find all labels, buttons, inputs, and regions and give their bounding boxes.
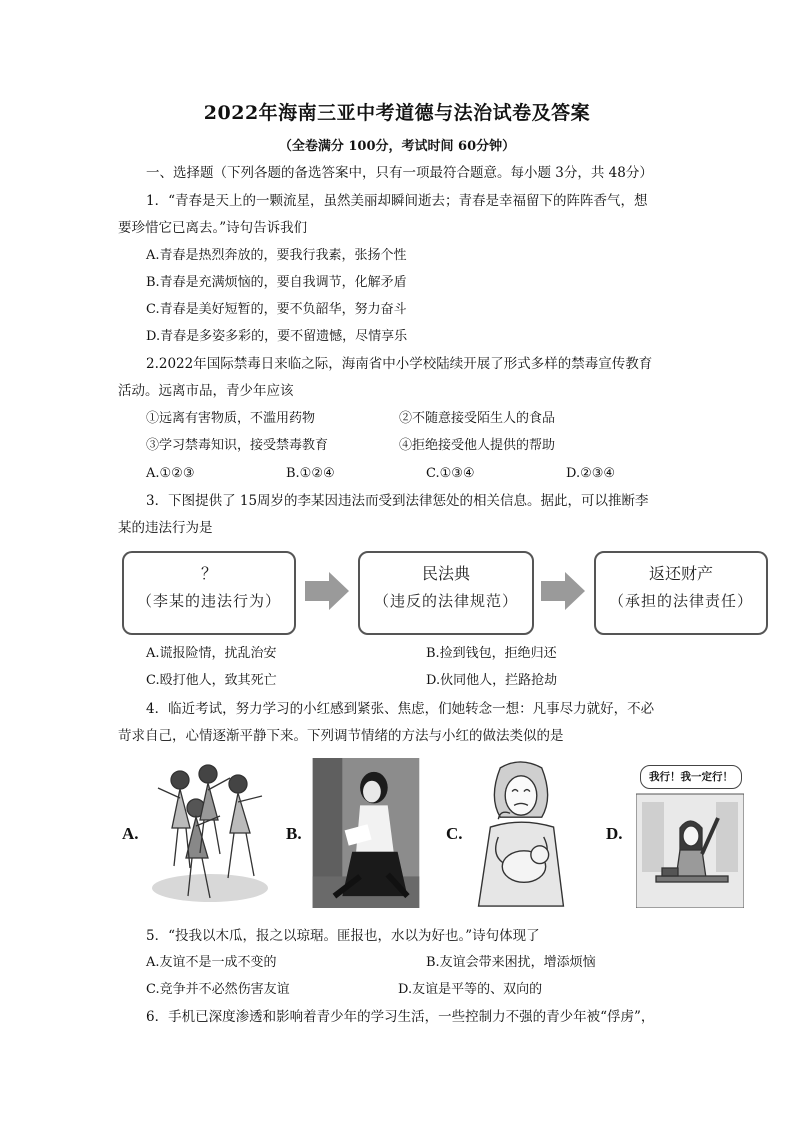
- question-3-option-a: A.谎报险情，扰乱治安: [146, 646, 277, 661]
- question-2-item-3: ③学习禁毒知识，接受禁毒教育: [146, 438, 329, 453]
- section-heading: 一、选择题（下列各题的备选答案中，只有一项最符合题意。每小题 3分，共 48分）: [146, 165, 653, 181]
- question-3-option-d: D.伙同他人，拦路抢劫: [426, 673, 558, 688]
- flow-box-legal-liability-top: 返还财产: [648, 564, 713, 583]
- question-5-stem: 5．“投我以木瓜，报之以琼琚。匪报也，水以为好也。”诗句体现了: [146, 928, 540, 944]
- question-1-option-c: C.青春是美好短暂的，要不负韶华，努力奋斗: [146, 302, 407, 317]
- question-3-stem-line1: 3．下图提供了 15周岁的李某因违法而受到法律惩处的相关信息。据此，可以推断李: [146, 493, 649, 509]
- flow-box-legal-norm-top: 民法典: [421, 564, 470, 583]
- flow-box-illegal-act: [122, 551, 296, 635]
- speech-bubble: [640, 765, 742, 789]
- question-2-option-c: C.①③④: [426, 466, 475, 481]
- speech-bubble-text: 我行！我一定行！: [649, 771, 733, 783]
- picture-label-c: C.: [446, 824, 463, 843]
- flow-box-illegal-act-bottom: （李某的违法行为）: [136, 592, 281, 610]
- question-2-stem-line1: 2.2022年国际禁毒日来临之际，海南省中小学校陆续开展了形式多样的禁毒宣传教育: [146, 356, 653, 372]
- question-5-option-a: A.友谊不是一成不变的: [146, 955, 277, 970]
- question-2-item-2: ②不随意接受陌生人的食品: [399, 411, 556, 426]
- flow-box-legal-liability-bottom: （承担的法律责任）: [608, 592, 753, 610]
- question-3-stem-line2: 某的违法行为是: [118, 520, 213, 536]
- flow-box-legal-norm-bottom: （违反的法律规范）: [373, 592, 518, 610]
- question-5-option-d: D.友谊是平等的、双向的: [398, 982, 543, 997]
- question-1-stem-line1: 1．“青春是天上的一颗流星，虽然美丽却瞬间逝去；青春是幸福留下的阵阵香气，想: [146, 193, 648, 209]
- picture-label-d: D.: [606, 824, 623, 843]
- picture-label-b: B.: [286, 824, 302, 843]
- flow-box-illegal-act-top: ？: [200, 564, 217, 583]
- picture-c-crying-woman: [470, 758, 572, 908]
- question-4-stem-line1: 4．临近考试，努力学习的小红感到紧张、焦虑，们她转念一想：凡事尽力就好，不必: [146, 701, 655, 717]
- flow-arrow-right-icon: [305, 572, 349, 610]
- picture-a-dancing-girls: [150, 758, 272, 908]
- picture-label-a: A.: [122, 824, 139, 843]
- question-2-option-a: A.①②③: [146, 466, 195, 481]
- flow-box-legal-norm: [358, 551, 534, 635]
- question-1-option-d: D.青春是多姿多彩的，要不留遗憾，尽情享乐: [146, 329, 408, 344]
- question-3-option-b: B.捡到钱包，拒绝归还: [426, 646, 557, 661]
- question-5-option-c: C.竞争并不必然伤害友谊: [146, 982, 290, 997]
- page-title: 2022年海南三亚中考道德与法治试卷及答案: [203, 102, 591, 124]
- question-2-item-4: ④拒绝接受他人提供的帮助: [399, 438, 556, 453]
- question-3-option-c: C.殴打他人，致其死亡: [146, 673, 277, 688]
- question-2-stem-line2: 活动。远离市品，青少年应该: [118, 383, 294, 399]
- question-2-option-d: D.②③④: [566, 466, 616, 481]
- question-6-stem: 6．手机已深度渗透和影响着青少年的学习生活，一些控制力不强的青少年被“俘虏”，: [146, 1009, 655, 1025]
- question-1-stem-line2: 要珍惜它已离去。”诗句告诉我们: [118, 220, 308, 236]
- page-subtitle: （全卷满分 100分，考试时间 60分钟）: [278, 139, 516, 154]
- question-1-option-b: B.青春是充满烦恼的，要自我调节，化解矛盾: [146, 275, 407, 290]
- question-4-stem-line2: 苛求自己，心情逐渐平静下来。下列调节情绪的方法与小红的做法类似的是: [118, 728, 564, 744]
- question-5-option-b: B.友谊会带来困扰，增添烦恼: [426, 955, 596, 970]
- picture-b-girl-reading: [312, 758, 420, 908]
- question-1-option-a: A.青春是热烈奔放的，要我行我素，张扬个性: [146, 248, 407, 263]
- question-2-option-b: B.①②④: [286, 466, 335, 481]
- flow-arrow-right-icon: [541, 572, 585, 610]
- flow-box-legal-liability: [594, 551, 768, 635]
- question-2-item-1: ①远离有害物质，不滥用药物: [146, 411, 316, 426]
